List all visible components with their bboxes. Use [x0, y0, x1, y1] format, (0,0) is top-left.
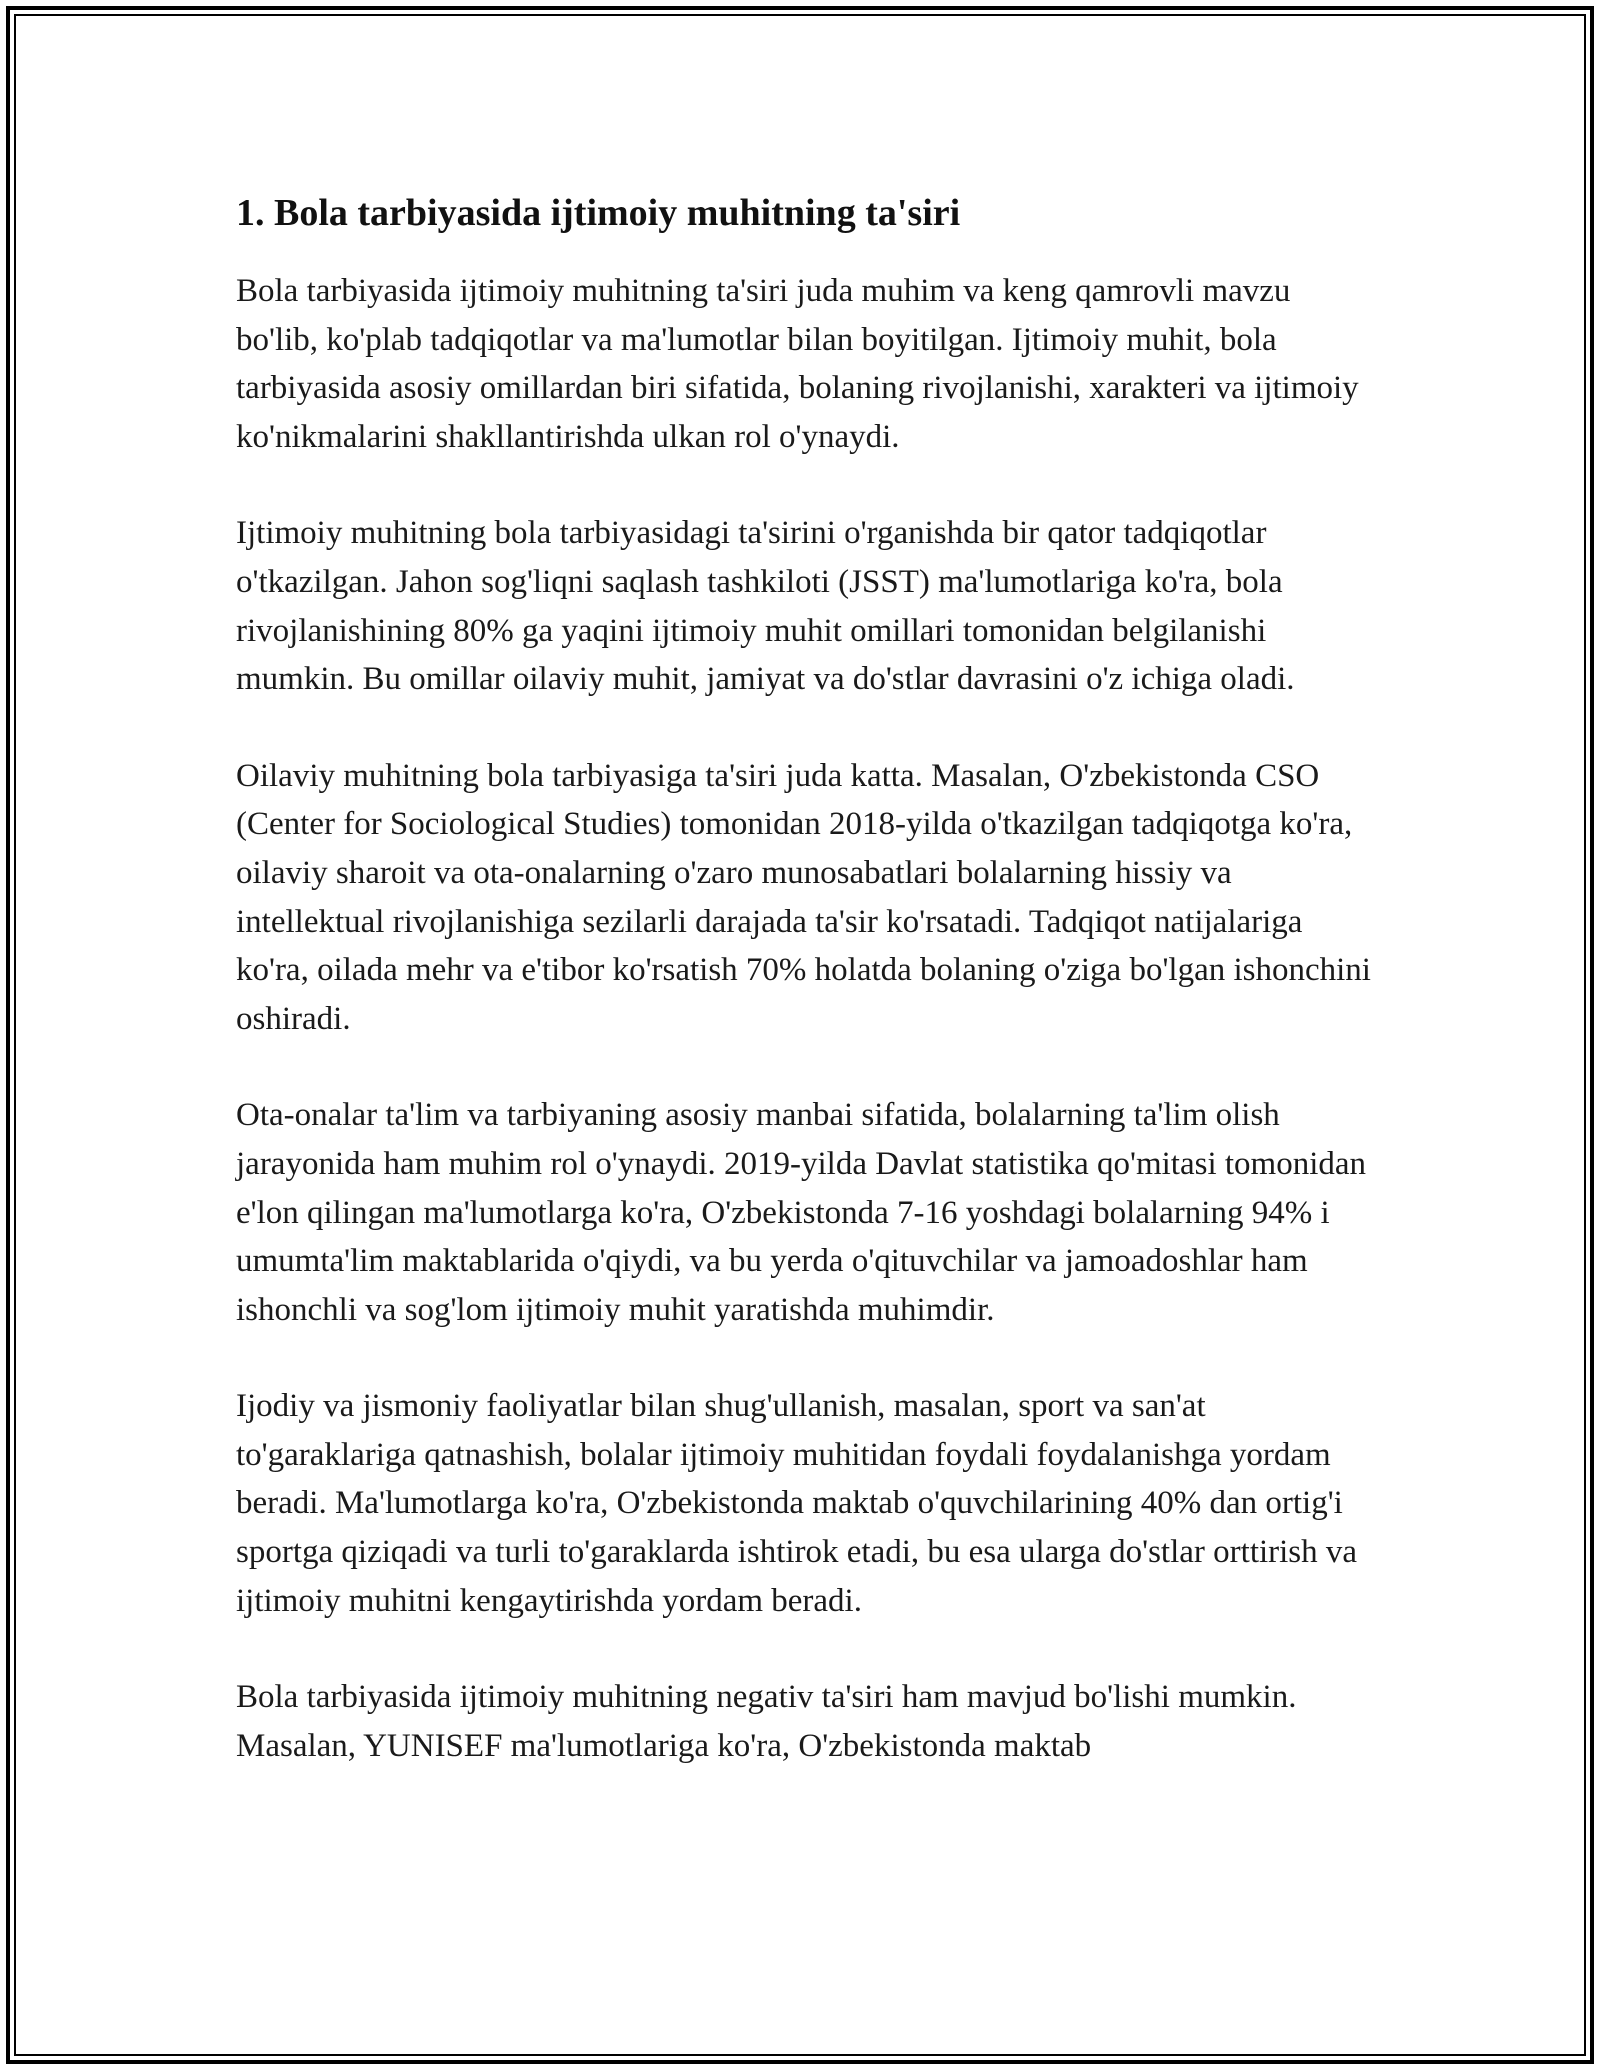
paragraph-5: Ijodiy va jismoniy faoliyatlar bilan shug'ullanish, masalan, sport va san'at to'garaklariga qatnashish, bolalar ijtimoiy muhitidan foydali foydalanishga yordam beradi. Ma'lumotlarga ko'ra, O'zbekistonda maktab o'quvchilarining 40% dan ortig'i sportga qiziqadi va turli to'garaklarda ishtirok etadi, bu esa ularga do'stlar orttirish va ijtimoiy muhitni kengaytirishda yordam beradi.	[236, 1388, 1358, 1619]
paragraph-1: Bola tarbiyasida ijtimoiy muhitning ta'siri juda muhim va keng qamrovli mavzu bo'lib, ko'plab tadqiqotlar va ma'lumotlar bilan boyitilgan. Ijtimoiy muhit, bola tarbiyasida asosiy omillardan biri sifatida, bolaning rivojlanishi, xarakteri va ijtimoiy ko'nikmalarini shakllantirishda ulkan rol o'ynaydi.	[236, 273, 1359, 455]
paragraph-6: Bola tarbiyasida ijtimoiy muhitning negativ ta'siri ham mavjud bo'lishi mumkin. Masalan, YUNISEF ma'lumotlariga ko'ra, O'zbekistonda maktab	[236, 1679, 1297, 1764]
paragraph-4: Ota-onalar ta'lim va tarbiyaning asosiy manbai sifatida, bolalarning ta'lim olish jarayonida ham muhim rol o'ynaydi. 2019-yilda Davlat statistika qo'mitasi tomonidan e'lon qilingan ma'lumotlarga ko'ra, O'zbekistonda 7-16 yoshdagi bolalarning 94% i umumta'lim maktablarida o'qiydi, va bu yerda o'qituvchilar va jamoadoshlar ham ishonchli va sog'lom ijtimoiy muhit yaratishda muhimdir.	[236, 1097, 1367, 1328]
document-body	[236, 182, 1376, 1770]
paragraph-2: Ijtimoiy muhitning bola tarbiyasidagi ta'sirini o'rganishda bir qator tadqiqotlar o'tkazilgan. Jahon sog'liqni saqlash tashkiloti (JSST) ma'lumotlariga ko'ra, bola rivojlanishining 80% ga yaqini ijtimoiy muhit omillari tomonidan belgilanishi mumkin. Bu omillar oilaviy muhit, jamiyat va do'stlar davrasini o'z ichiga oladi.	[236, 515, 1295, 698]
section-heading: 1. Bola tarbiyasida ijtimoiy muhitning ta'siri	[236, 192, 961, 234]
paragraph-3: Oilaviy muhitning bola tarbiyasiga ta'siri juda katta. Masalan, O'zbekistonda CSO (Center for Sociological Studies) tomonidan 2018-yilda o'tkazilgan tadqiqotga ko'ra, oilaviy sharoit va ota-onalarning o'zaro munosabatlari bolalarning hissiy va intellektual rivojlanishiga sezilarli darajada ta'sir ko'rsatadi. Tadqiqot natijalariga ko'ra, oilada mehr va e'tibor ko'rsatish 70% holatda bolaning o'ziga bo'lgan ishonchini oshiradi.	[236, 757, 1371, 1037]
